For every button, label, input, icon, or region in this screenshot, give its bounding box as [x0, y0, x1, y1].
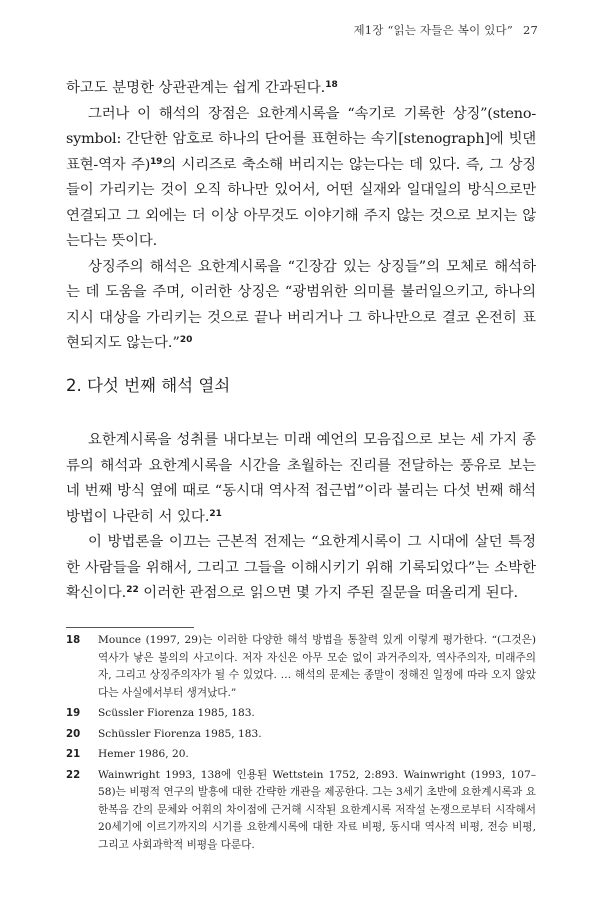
running-head [353, 22, 538, 38]
footnote-item [66, 746, 536, 764]
section-heading: 2. 다섯 번째 해석 열쇠 [66, 376, 231, 395]
paragraph-text: 상징주의 해석은 요한계시록을 “긴장감 있는 상징들”의 모체로 해석하는 데 도움을 주며, 이러한 상징은 “광범위한 의미를 불러일으키고, 하나의 지시 대상을 가리키는 것으로 끝나 버리거나 그 하나만으로 결코 온전히 표현되지도 않는다.” [66, 258, 536, 351]
paragraph-text: 이 방법론을 이끄는 근본적 전제는 “요한계시록이 그 시대에 살던 특정한 사람들을 위해서, 그리고 그들을 이해시키기 위해 기록되었다”는 소박한 확신이다. [66, 534, 536, 601]
footnote-text: Scüssler Fiorenza 1985, 183. [98, 707, 255, 719]
footnote-item [66, 726, 536, 744]
paragraph-text: 그러나 이 해석의 장점은 요한계시록을 “속기로 기록한 상징”(steno-symbol: 간단한 암호로 하나의 단어를 표현하는 속기[stenograph]에 빗댄 표현-역자 주) [66, 105, 536, 173]
footnote-divider [66, 627, 194, 628]
footnote-number: 20 [66, 728, 81, 740]
paragraph [66, 530, 536, 607]
footnote-item [66, 767, 536, 855]
paragraph-text: 하고도 분명한 상관관계는 쉽게 간과된다. [66, 80, 326, 96]
footnote-text: Wainwright 1993, 138에 인용된 Wettstein 1752, 2:893. Wainwright (1993, 107–58)는 비평적 연구의 발흥에 대한 간략한 개관을 제공한다. 그는 3세기 초반에 요한계시록과 요한복음 간의 문체와 어휘의 차이점에 근거해 시작된 요한계시록 저작설 논쟁으로부터 시작해서 20세기에 이르기까지의 시기를 요한계시록에 대한 자료 비평, 동시대 역사적 비평, 전승 비평, 그리고 사회과학적 비평을 다룬다. [98, 768, 536, 851]
paragraph [66, 76, 536, 102]
footnote-ref[interactable]: 22 [126, 585, 139, 595]
footnote-item [66, 705, 536, 723]
chapter-title: 제1장 “읽는 자들은 복이 있다” [353, 23, 513, 37]
footnote-number: 22 [66, 769, 81, 781]
page-number: 27 [522, 23, 538, 37]
footnote-text: Schüssler Fiorenza 1985, 183. [98, 727, 262, 740]
footnote-ref[interactable]: 20 [179, 335, 193, 345]
paragraph-text: 의 시리즈로 축소해 버리지는 않는다는 데 있다. 즉, 그 상징들이 가리키는 것이 오직 하나만 있어서, 어떤 실재와 일대일의 방식으로만 연결되고 그 외에는 더 이상 아무것도 이야기해 주지 않는 것으로 보지는 않는다는 뜻이다. [66, 156, 536, 249]
paragraph [66, 428, 536, 530]
body-text-section-2 [66, 428, 536, 607]
footnote-text: Hemer 1986, 20. [98, 748, 189, 760]
body-text-section-1 [66, 76, 536, 357]
footnote-ref[interactable]: 18 [325, 80, 338, 90]
footnote-number: 21 [66, 749, 81, 760]
footnote-number: 19 [66, 708, 81, 719]
footnote-ref[interactable]: 19 [150, 156, 163, 167]
footnote-text: Mounce (1997, 29)는 이러한 다양한 해석 방법을 통찰력 있게 이렇게 평가한다. “(그것은) 역사가 낳은 불의의 사고이다. 저자 자신은 아무 모순 없이 과거주의자, 역사주의자, 미래주의자, 그리고 상징주의자가 될 수 있었다. … 해석의 문제는 종말이 정해진 일정에 따라 오지 않았다는 사실에서부터 생겨났다.” [98, 634, 536, 699]
footnote-ref[interactable]: 21 [209, 508, 222, 519]
paragraph [66, 255, 536, 357]
paragraph-text: 이러한 관점으로 읽으면 몇 가지 주된 질문을 떠올리게 된다. [138, 585, 519, 601]
footnotes [66, 632, 536, 854]
footnote-number: 18 [66, 635, 81, 646]
paragraph [66, 102, 536, 255]
paragraph-text: 요한계시록을 성취를 내다보는 미래 예언의 모음집으로 보는 세 가지 종류의 해석과 요한계시록을 시간을 초월하는 진리를 전달하는 풍유로 보는 네 번째 방식 옆에 때로 “동시대 역사적 접근법”이라 불리는 다섯 번째 해석 방법이 나란히 서 있다. [66, 432, 536, 525]
footnote-item [66, 632, 536, 702]
